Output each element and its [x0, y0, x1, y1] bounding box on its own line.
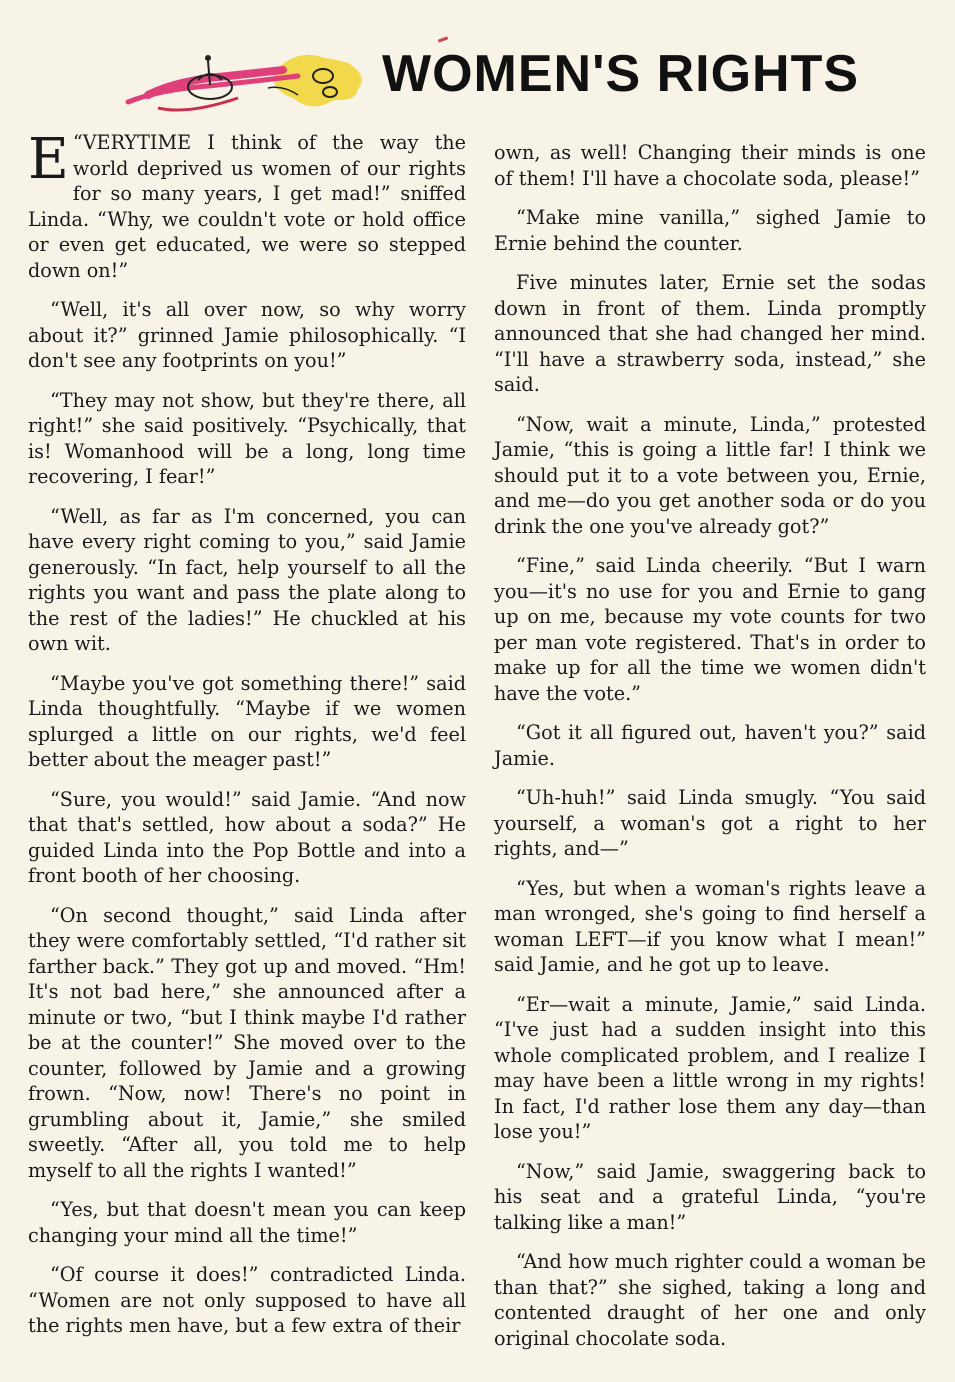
story-paragraph: “Now,” said Jamie, swaggering back to his seat and a grateful Linda, “you're talking like a man!” [494, 1159, 926, 1234]
story-paragraph: own, as well! Changing their minds is one of them! I'll have a chocolate soda, please!” [494, 141, 926, 190]
story-paragraph: “On second thought,” said Linda after they were comfortably settled, “I'd rather sit farther back.” They got up and moved. “Hm! It's not bad here,” she announced after a minute or two, “but I think maybe I'd rather be at the counter!” She moved over to the counter, followed by Jamie and a growing frown. “Now, now! There's no point in grumbling about it, Jamie,” she smiled sweetly. “After all, you told me to help myself to all the rights I wanted!” [28, 903, 466, 1182]
drop-cap: E [28, 127, 69, 192]
story-paragraph: “Now, wait a minute, Linda,” protested Jamie, “this is going a little far! I think we should put it to a vote between you, Ernie, and me—do you get another soda or do you drink the one you've already got?” [494, 412, 926, 538]
right-column [494, 140, 926, 1365]
story-paragraph: “Of course it does!” contradicted Linda. “Women are not only supposed to have all the rights men have, but a few extra of their [28, 1263, 466, 1337]
story-paragraph: “They may not show, but they're there, all right!” she said positively. “Psychically, that is! Womanhood will be a long, long time recovering, I fear!” [28, 388, 466, 488]
left-column [28, 127, 466, 1353]
story-paragraph: “Er—wait a minute, Jamie,” said Linda. “I've just had a sudden insight into this whole complicated problem, and I realize I may have been a little wrong in my rights! In fact, I'd rather lose them any day—than lose you!” [494, 992, 926, 1143]
paragraph-text: I think of the way the world deprived us women of our rights for so many years, I get mad!” sniffed Linda. “Why, we couldn't vote or hold office or even get educated, we were so stepped down on!” [28, 131, 466, 282]
story-paragraph: “Got it all figured out, haven't you?” said Jamie. [494, 721, 926, 770]
story-paragraph: “Uh-huh!” said Linda smugly. “You said yourself, a woman's got a right to her rights, and—” [494, 786, 926, 860]
first-word-rest: VERYTIME [82, 131, 192, 154]
story-paragraph: “Sure, you would!” said Jamie. “And now that that's settled, how about a soda?” He guided Linda into the Pop Bottle and into a front booth of her choosing. [28, 787, 466, 887]
story-paragraph: “Well, as far as I'm concerned, you can have every right coming to you,” said Jamie generously. “In fact, help yourself to all the rights you want and pass the plate along to the rest of the ladies!” He chuckled at his own wit. [28, 504, 466, 655]
story-paragraph: Five minutes later, Ernie set the sodas down in front of them. Linda promptly announced that she had changed her mind. “I'll have a strawberry soda, instead,” she said. [494, 271, 926, 396]
opening-quote: “ [72, 131, 83, 154]
page-title: WOMEN'S RIGHTS [382, 45, 860, 103]
story-paragraph: “Maybe you've got something there!” said Linda thoughtfully. “Maybe if we women splurged a little on our rights, we'd feel better about the meager past!” [28, 671, 466, 771]
story-paragraph: “And how much righter could a woman be than that?” she sighed, taking a long and contented draught of her one and only original chocolate soda. [494, 1250, 926, 1350]
story-paragraph: “Fine,” said Linda cheerily. “But I warn you—it's no use for you and Ernie to gang up on me, because my vote counts for two per man vote registered. That's in order to make up for all the time we women didn't have the vote.” [494, 554, 926, 705]
story-paragraph: “Yes, but when a woman's rights leave a man wronged, she's going to find herself a woman LEFT—if you know what I mean!” said Jamie, and he got up to leave. [494, 876, 926, 976]
story-paragraph: “Make mine vanilla,” sighed Jamie to Ernie behind the counter. [494, 206, 926, 255]
story-paragraph: “Yes, but that doesn't mean you can keep changing your mind all the time!” [28, 1198, 466, 1247]
story-paragraph: “Well, it's all over now, so why worry about it?” grinned Jamie philosophically. “I don't see any footprints on you!” [28, 298, 466, 372]
story-paragraph [28, 127, 466, 283]
decorative-bottle-and-flower-icon [118, 40, 368, 120]
story-header [0, 30, 955, 130]
